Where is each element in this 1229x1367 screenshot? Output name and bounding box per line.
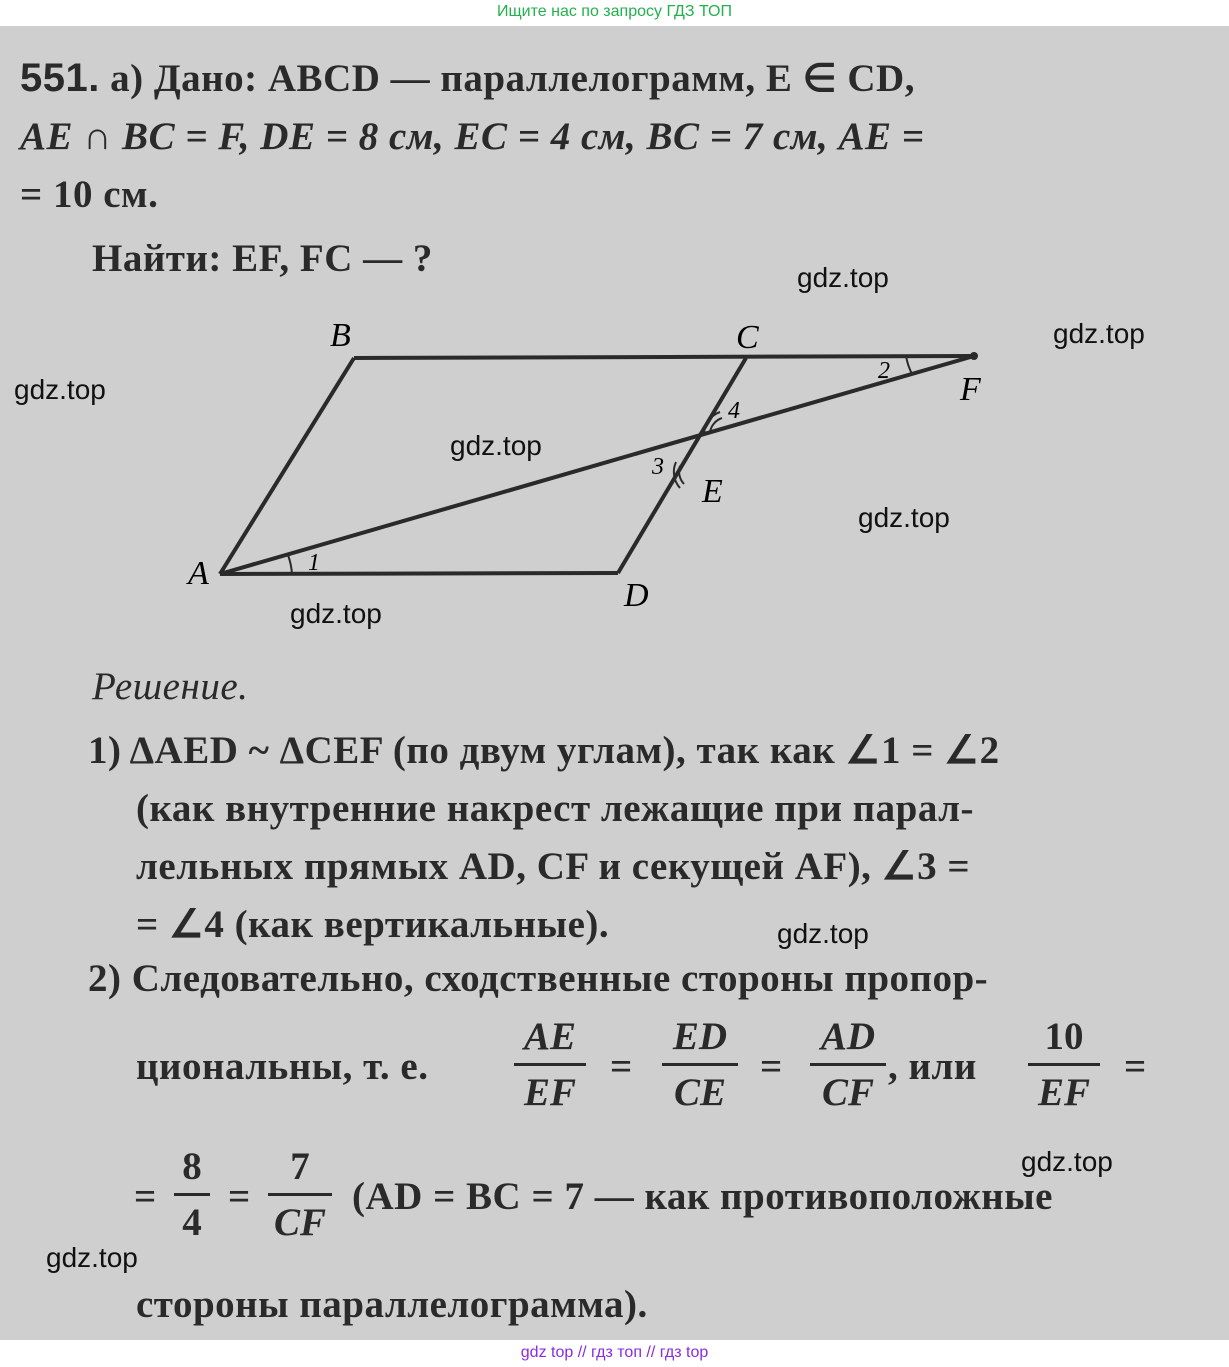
fraction-denominator: EF xyxy=(1037,1071,1091,1114)
problem-line-1 xyxy=(20,56,915,101)
angle-label-1: 1 xyxy=(308,550,320,576)
fraction-bar xyxy=(514,1063,586,1066)
fraction-bar xyxy=(174,1193,210,1196)
angle-label-3: 3 xyxy=(652,454,664,480)
equals-sign: = xyxy=(760,1045,783,1088)
fraction-numerator: ED xyxy=(672,1015,728,1058)
equals-sign: = xyxy=(134,1175,157,1218)
solution-step2-line1: 2) Следовательно, сходственные стороны пропор- xyxy=(88,957,989,1000)
fraction-bar xyxy=(810,1063,886,1066)
watermark: gdz.top xyxy=(14,374,106,405)
label-c: C xyxy=(736,319,759,356)
bottom-banner[interactable]: gdz top // гдз топ // гдз top xyxy=(520,1344,709,1361)
fraction-bar xyxy=(268,1193,332,1196)
watermark: gdz.top xyxy=(1053,318,1145,349)
text-ili: , или xyxy=(888,1045,977,1088)
point-f-dot xyxy=(970,352,978,360)
fraction-8-4 xyxy=(174,1144,210,1245)
fraction-denominator: CE xyxy=(673,1071,727,1114)
fraction-ad-cf xyxy=(810,1014,886,1115)
label-a: A xyxy=(188,555,209,592)
textbook-page xyxy=(0,26,1229,1340)
fraction-ed-ce xyxy=(662,1014,738,1115)
watermark: gdz.top xyxy=(797,262,889,293)
fraction-denominator: CF xyxy=(821,1071,875,1114)
parallelogram-figure xyxy=(0,316,1229,656)
solution-step1-line3: лельных прямых AD, CF и секущей AF), ∠3 = xyxy=(136,845,971,888)
top-banner[interactable]: Ищите нас по запросу ГДЗ ТОП xyxy=(497,3,732,20)
figure-lines xyxy=(220,356,974,574)
fraction-ae-ef xyxy=(514,1014,586,1115)
solution-heading: Решение. xyxy=(92,665,249,708)
solution-step2-line2: циональны, т. е. xyxy=(136,1045,429,1088)
problem-number: 551. xyxy=(20,56,100,100)
solution-step2-line3-tail: (AD = BC = 7 — как противоположные xyxy=(352,1175,1053,1218)
fraction-bar xyxy=(1028,1063,1100,1066)
watermark: gdz.top xyxy=(777,918,869,949)
label-b: B xyxy=(330,317,351,354)
fraction-denominator: 4 xyxy=(182,1201,202,1244)
label-f: F xyxy=(960,371,981,408)
solution-step2-line4: стороны параллелограмма). xyxy=(136,1283,648,1326)
watermark: gdz.top xyxy=(858,502,950,533)
watermark: gdz.top xyxy=(46,1242,138,1273)
watermark: gdz.top xyxy=(450,430,542,461)
angle-label-2: 2 xyxy=(878,358,890,384)
problem-given-text: а) Дано: ABCD — параллелограмм, E ∈ CD, xyxy=(110,57,915,100)
fraction-denominator: CF xyxy=(273,1201,327,1244)
problem-line-3: = 10 см. xyxy=(20,173,159,216)
fraction-7-cf xyxy=(268,1144,332,1245)
fraction-numerator: 8 xyxy=(182,1145,202,1188)
angle-label-4: 4 xyxy=(728,398,740,424)
solution-step1-line1: 1) ΔAED ~ ΔCEF (по двум углам), так как ∠1 = ∠2 xyxy=(88,729,1000,772)
fraction-numerator: 7 xyxy=(290,1145,310,1188)
fraction-10-ef xyxy=(1028,1014,1100,1115)
fraction-numerator: 10 xyxy=(1044,1015,1084,1058)
solution-step1-line2: (как внутренние накрест лежащие при парал- xyxy=(136,787,975,830)
watermark: gdz.top xyxy=(1021,1146,1113,1177)
solution-step1-line4: = ∠4 (как вертикальные). xyxy=(136,903,610,946)
fraction-denominator: EF xyxy=(523,1071,577,1114)
problem-find: Найти: EF, FC — ? xyxy=(92,237,433,280)
watermark: gdz.top xyxy=(290,598,382,629)
label-d: D xyxy=(624,577,649,614)
fraction-numerator: AD xyxy=(820,1015,876,1058)
fraction-bar xyxy=(662,1063,738,1066)
fraction-numerator: AE xyxy=(523,1015,577,1058)
label-e: E xyxy=(702,473,723,510)
equals-sign: = xyxy=(610,1045,633,1088)
equals-sign: = xyxy=(1124,1045,1147,1088)
problem-line-2: AE ∩ BC = F, DE = 8 см, EC = 4 см, BC = 7 см, AE = xyxy=(20,115,925,158)
equals-sign: = xyxy=(228,1175,251,1218)
